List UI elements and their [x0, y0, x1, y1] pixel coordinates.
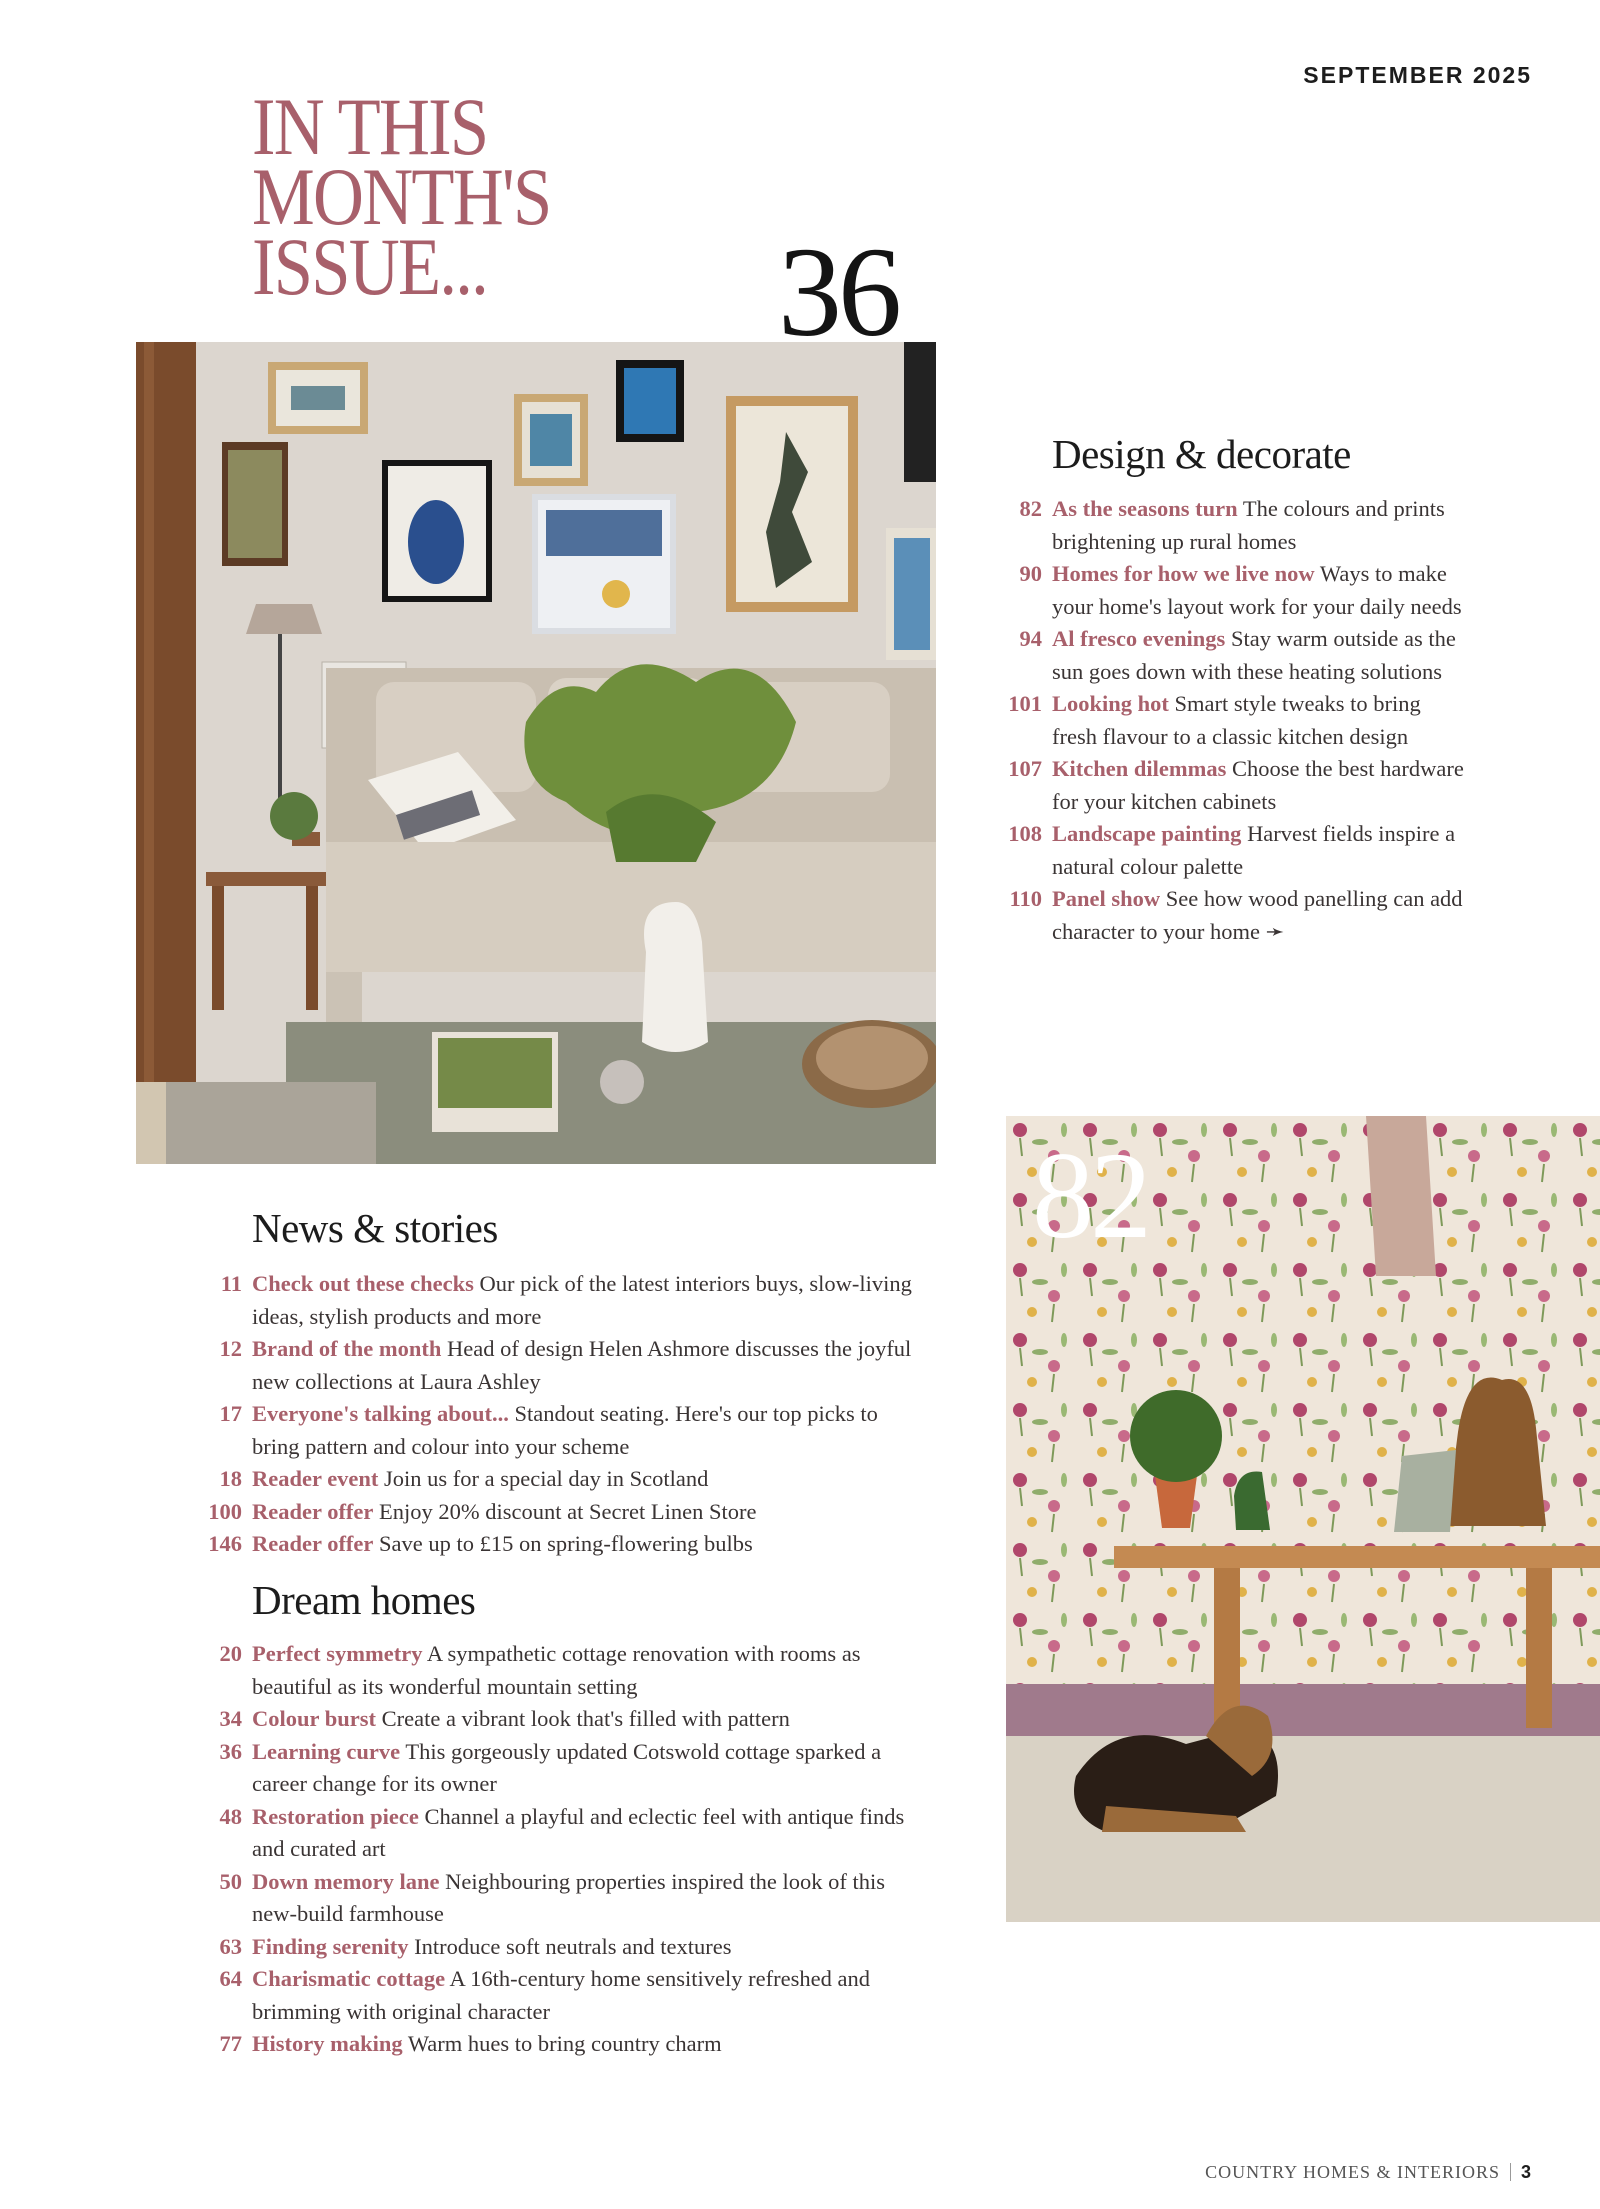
- article-title: Looking hot: [1052, 691, 1169, 716]
- page-headline: [252, 81, 551, 312]
- section-title-dream: Dream homes: [252, 1577, 476, 1623]
- article-desc: The colours and prints brightening up rural homes: [1052, 496, 1445, 554]
- article-desc: Warm hues to bring country charm: [407, 2031, 722, 2056]
- list-item[interactable]: [996, 623, 1466, 688]
- article-title: Finding serenity: [252, 1933, 409, 1959]
- list-item[interactable]: [196, 1963, 916, 2028]
- article-desc: Create a vibrant look that's filled with pattern: [381, 1706, 790, 1731]
- article-desc: Join us for a special day in Scotland: [384, 1466, 709, 1491]
- article-title: Check out these checks: [252, 1271, 474, 1296]
- page-number: 63: [219, 1933, 242, 1959]
- page-number: 77: [219, 2031, 242, 2056]
- news-list: [196, 1268, 916, 1561]
- page-number: 34: [219, 1706, 242, 1731]
- article-desc: Ways to make your home's layout work for your daily needs: [1052, 561, 1462, 619]
- living-room-photo: [136, 342, 936, 1164]
- article-title: Al fresco evenings: [1052, 626, 1226, 651]
- dream-list: [196, 1638, 916, 2061]
- page-number: 90: [1019, 561, 1042, 586]
- article-title: Brand of the month: [252, 1336, 442, 1361]
- list-item[interactable]: [196, 1866, 916, 1931]
- article-title: Perfect symmetry: [252, 1641, 423, 1666]
- list-item[interactable]: [196, 1801, 916, 1866]
- article-title: Panel show: [1052, 886, 1161, 911]
- article-desc: Save up to £15 on spring-flowering bulbs: [379, 1531, 753, 1556]
- page-number-footer: 3: [1520, 2162, 1532, 2182]
- article-desc: This gorgeously updated Cotswold cottage sparked a career change for its owner: [252, 1738, 882, 1796]
- list-item[interactable]: [996, 883, 1466, 948]
- page-number: 12: [219, 1336, 242, 1361]
- article-desc: Head of design Helen Ashmore discusses the joyful new collections at Laura Ashley: [252, 1336, 912, 1394]
- page-footer: [1205, 2162, 1532, 2183]
- article-desc: Standout seating. Here's our top picks to bring pattern and colour into your scheme: [252, 1401, 878, 1459]
- article-desc: Smart style tweaks to bring fresh flavour to a classic kitchen design: [1052, 691, 1421, 749]
- footer-divider: [1510, 2163, 1511, 2181]
- page-number: 36: [219, 1738, 242, 1764]
- list-item[interactable]: [196, 1463, 916, 1496]
- article-title: History making: [252, 2031, 403, 2056]
- page-number: 64: [219, 1966, 242, 1991]
- headline-line: IN THIS: [252, 81, 488, 172]
- list-item[interactable]: [196, 1703, 916, 1736]
- list-item[interactable]: [196, 1333, 916, 1398]
- article-title: Homes for how we live now: [1052, 561, 1315, 586]
- article-desc: Introduce soft neutrals and textures: [414, 1933, 732, 1959]
- article-title: As the seasons turn: [1052, 496, 1238, 521]
- list-item[interactable]: [996, 818, 1466, 883]
- list-item[interactable]: [196, 2028, 916, 2061]
- article-desc: See how wood panelling can add character to your home ➛: [1052, 886, 1463, 944]
- page-number: 50: [219, 1868, 242, 1894]
- list-item[interactable]: [196, 1268, 916, 1333]
- article-desc: Harvest fields inspire a natural colour palette: [1052, 821, 1456, 879]
- article-title: Down memory lane: [252, 1868, 440, 1894]
- magazine-name: COUNTRY HOMES & INTERIORS: [1205, 2162, 1500, 2182]
- page-number: 17: [219, 1401, 242, 1426]
- list-item[interactable]: [196, 1736, 916, 1801]
- page-number: 82: [1019, 496, 1042, 521]
- article-title: Restoration piece: [252, 1803, 419, 1829]
- page-number: 146: [208, 1531, 242, 1556]
- list-item[interactable]: [196, 1496, 916, 1529]
- list-item[interactable]: [996, 493, 1466, 558]
- page-number: 107: [1008, 756, 1042, 781]
- article-title: Reader event: [252, 1466, 379, 1491]
- article-desc: Our pick of the latest interiors buys, slow-living ideas, stylish products and more: [252, 1271, 912, 1329]
- list-item[interactable]: [196, 1398, 916, 1463]
- page-number: 18: [219, 1466, 242, 1491]
- list-item[interactable]: [996, 688, 1466, 753]
- article-desc: Choose the best hardware for your kitchen cabinets: [1052, 756, 1464, 814]
- section-title-design: Design & decorate: [1052, 431, 1351, 477]
- list-item[interactable]: [996, 753, 1466, 818]
- page-number: 11: [220, 1271, 242, 1296]
- page-number: 48: [219, 1803, 242, 1829]
- article-title: Reader offer: [252, 1531, 374, 1556]
- page-number: 108: [1008, 821, 1042, 846]
- page-number: 94: [1019, 626, 1042, 651]
- list-item[interactable]: [196, 1528, 916, 1561]
- feature-number-82: 82: [1032, 1127, 1148, 1264]
- issue-date: SEPTEMBER 2025: [1303, 62, 1532, 88]
- list-item[interactable]: [996, 558, 1466, 623]
- article-title: Everyone's talking about...: [252, 1401, 509, 1426]
- article-desc: Stay warm outside as the sun goes down with these heating solutions: [1052, 626, 1456, 684]
- article-title: Charismatic cottage: [252, 1966, 446, 1991]
- article-title: Reader offer: [252, 1498, 374, 1524]
- article-title: Landscape painting: [1052, 821, 1242, 846]
- headline-line: ISSUE...: [252, 221, 488, 312]
- article-title: Learning curve: [252, 1738, 401, 1764]
- page-number: 100: [208, 1498, 242, 1524]
- article-desc: Channel a playful and eclectic feel with antique finds and curated art: [252, 1803, 905, 1861]
- section-title-news: News & stories: [252, 1205, 498, 1251]
- article-title: Colour burst: [252, 1706, 376, 1731]
- page-number: 110: [1009, 886, 1042, 911]
- article-desc: A 16th-century home sensitively refreshed and brimming with original character: [252, 1966, 870, 2024]
- list-item[interactable]: [196, 1931, 916, 1964]
- design-list: [996, 493, 1466, 948]
- list-item[interactable]: [196, 1638, 916, 1703]
- article-title: Kitchen dilemmas: [1052, 756, 1227, 781]
- page-number: 20: [219, 1641, 242, 1666]
- page-number: 101: [1008, 691, 1042, 716]
- article-desc: A sympathetic cottage renovation with rooms as beautiful as its wonderful mountain setting: [252, 1641, 861, 1699]
- article-desc: Enjoy 20% discount at Secret Linen Store: [379, 1498, 757, 1524]
- feature-number-36: 36: [778, 221, 898, 363]
- headline-line: MONTH'S: [252, 151, 551, 242]
- article-desc: Neighbouring properties inspired the look of this new-build farmhouse: [252, 1868, 886, 1926]
